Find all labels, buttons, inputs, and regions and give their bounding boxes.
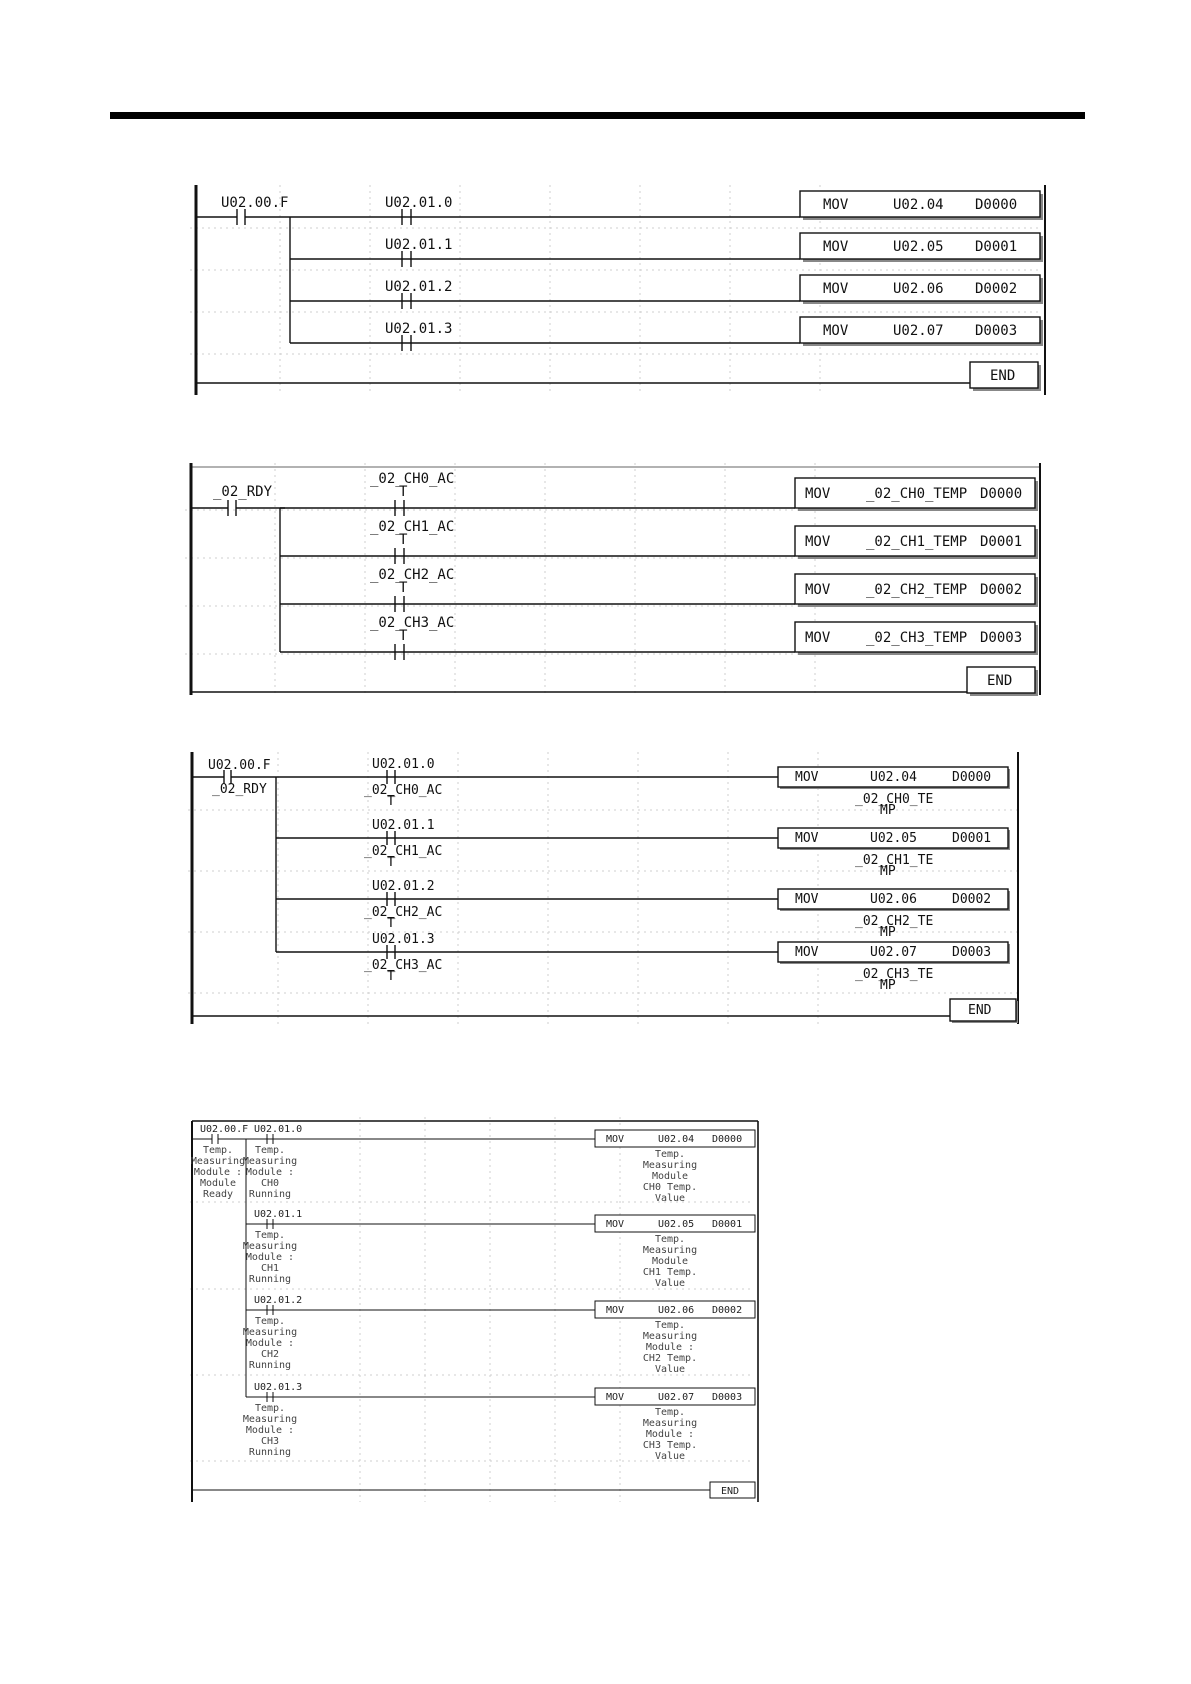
rung-3-contact-label: _02_CH2_AC bbox=[370, 567, 455, 583]
svg-text:U02.07: U02.07 bbox=[893, 323, 944, 339]
svg-text:Value: Value bbox=[654, 1193, 686, 1204]
rung-1-variable-label: _02_CH0_AC bbox=[364, 783, 443, 798]
svg-text:END: END bbox=[968, 1003, 992, 1018]
svg-text:D0003: D0003 bbox=[952, 945, 992, 960]
mov-instruction-4 bbox=[795, 622, 1038, 655]
rung-4-variable-label: _02_CH3_AC bbox=[364, 958, 443, 973]
svg-text:Module :: Module : bbox=[245, 1167, 295, 1178]
svg-text:D0002: D0002 bbox=[980, 582, 1023, 598]
svg-text:Module: Module bbox=[651, 1256, 689, 1267]
input-variable-label: _02_RDY bbox=[212, 782, 267, 797]
rung-3-variable-label: _02_CH2_AC bbox=[364, 905, 443, 920]
svg-text:Measuring: Measuring bbox=[242, 1241, 298, 1252]
svg-text:CH0 Temp.: CH0 Temp. bbox=[642, 1182, 698, 1193]
svg-text:D0001: D0001 bbox=[975, 239, 1018, 255]
svg-text:_02_CH2_TEMP: _02_CH2_TEMP bbox=[866, 582, 968, 598]
svg-text:D0000: D0000 bbox=[952, 770, 992, 785]
svg-text:Measuring: Measuring bbox=[242, 1156, 298, 1167]
svg-text:Running: Running bbox=[248, 1274, 292, 1285]
svg-text:D0002: D0002 bbox=[712, 1305, 743, 1316]
rung-4-variable-label-suffix: T bbox=[387, 969, 395, 984]
svg-text:Temp.: Temp. bbox=[254, 1403, 286, 1414]
svg-text:MOV: MOV bbox=[795, 770, 819, 785]
svg-text:Module: Module bbox=[199, 1178, 237, 1189]
svg-text:_02_CH1_TEMP: _02_CH1_TEMP bbox=[866, 534, 968, 550]
svg-text:Module :: Module : bbox=[245, 1425, 295, 1436]
svg-text:D0000: D0000 bbox=[980, 486, 1023, 502]
rung-2-variable-label: _02_CH1_AC bbox=[364, 844, 443, 859]
svg-text:Module :: Module : bbox=[245, 1338, 295, 1349]
svg-text:D0003: D0003 bbox=[975, 323, 1018, 339]
svg-text:U02.06: U02.06 bbox=[658, 1305, 695, 1316]
svg-text:MOV: MOV bbox=[805, 630, 831, 646]
rung-3-contact-label: U02.01.2 bbox=[385, 279, 453, 295]
svg-text:CH2 Temp.: CH2 Temp. bbox=[642, 1353, 698, 1364]
svg-text:MOV: MOV bbox=[805, 534, 831, 550]
svg-text:Temp.: Temp. bbox=[254, 1230, 286, 1241]
rung-3-contact-label: U02.01.2 bbox=[254, 1295, 303, 1306]
svg-text:CH3 Temp.: CH3 Temp. bbox=[642, 1440, 698, 1451]
mov-instruction-3 bbox=[795, 574, 1038, 607]
mov-instruction-3 bbox=[800, 275, 1043, 304]
end-instruction bbox=[967, 667, 1038, 696]
rung-3-contact-comment bbox=[243, 1316, 297, 1371]
input-contact-label: U02.00.F bbox=[200, 1124, 249, 1135]
svg-text:Measuring: Measuring bbox=[190, 1156, 246, 1167]
svg-text:Temp.: Temp. bbox=[254, 1145, 286, 1156]
svg-text:_02_CH2_TE: _02_CH2_TE bbox=[855, 914, 934, 929]
svg-text:Measuring: Measuring bbox=[242, 1327, 298, 1338]
svg-text:D0000: D0000 bbox=[975, 197, 1018, 213]
svg-text:Temp.: Temp. bbox=[654, 1234, 686, 1245]
svg-text:Measuring: Measuring bbox=[642, 1331, 698, 1342]
svg-text:U02.05: U02.05 bbox=[658, 1219, 695, 1230]
rung-1-contact-label: _02_CH0_AC bbox=[370, 471, 455, 487]
svg-text:D0001: D0001 bbox=[952, 831, 992, 846]
svg-text:Measuring: Measuring bbox=[642, 1418, 698, 1429]
mov-instruction-4 bbox=[595, 1388, 755, 1462]
ladder-diagram-1 bbox=[190, 185, 1060, 400]
rung-1-variable-label-suffix: T bbox=[387, 794, 395, 809]
rung-4-contact-label: U02.01.3 bbox=[254, 1382, 303, 1393]
rung-3-contact-label: U02.01.2 bbox=[372, 879, 435, 894]
svg-text:_02_CH0_TE: _02_CH0_TE bbox=[855, 792, 934, 807]
svg-text:CH1 Temp.: CH1 Temp. bbox=[642, 1267, 698, 1278]
ladder-diagram-2 bbox=[185, 463, 1055, 703]
svg-text:Running: Running bbox=[248, 1360, 292, 1371]
svg-text:END: END bbox=[721, 1486, 740, 1497]
svg-text:U02.07: U02.07 bbox=[870, 945, 917, 960]
svg-text:Temp.: Temp. bbox=[254, 1316, 286, 1327]
svg-text:U02.06: U02.06 bbox=[893, 281, 944, 297]
svg-text:MP: MP bbox=[880, 864, 896, 879]
svg-text:MOV: MOV bbox=[606, 1219, 625, 1230]
mov-instruction-1 bbox=[595, 1130, 755, 1204]
svg-text:MOV: MOV bbox=[795, 945, 819, 960]
mov-instruction-4 bbox=[778, 942, 1010, 993]
input-contact-label: U02.00.F bbox=[208, 758, 271, 773]
input-contact-label: U02.00.F bbox=[221, 195, 289, 211]
end-instruction bbox=[950, 999, 1018, 1023]
svg-text:Module :: Module : bbox=[645, 1342, 695, 1353]
mov-instruction-2 bbox=[595, 1215, 755, 1289]
mov-instruction-2 bbox=[795, 526, 1038, 559]
end-instruction bbox=[710, 1482, 755, 1498]
rung-2-contact-label: _02_CH1_AC bbox=[370, 519, 455, 535]
input-contact-comment bbox=[191, 1145, 245, 1200]
ladder-diagram-4 bbox=[190, 1117, 765, 1507]
svg-text:Value: Value bbox=[654, 1364, 686, 1375]
svg-text:CH1: CH1 bbox=[260, 1263, 280, 1274]
rung-1-contact-label: U02.01.0 bbox=[385, 195, 453, 211]
svg-text:U02.07: U02.07 bbox=[658, 1392, 695, 1403]
rung-2-contact-label: U02.01.1 bbox=[372, 818, 435, 833]
ladder-diagram-3 bbox=[188, 752, 1038, 1032]
page-header-rule bbox=[110, 112, 1085, 119]
rung-1-contact-label: U02.01.0 bbox=[372, 757, 435, 772]
rung-4-contact-label: _02_CH3_AC bbox=[370, 615, 455, 631]
svg-text:Ready: Ready bbox=[202, 1189, 234, 1200]
svg-text:MOV: MOV bbox=[795, 831, 819, 846]
svg-text:D0001: D0001 bbox=[980, 534, 1023, 550]
svg-text:Module: Module bbox=[651, 1171, 689, 1182]
svg-text:U02.06: U02.06 bbox=[870, 892, 917, 907]
svg-text:Module :: Module : bbox=[193, 1167, 243, 1178]
rung-1-contact-comment bbox=[243, 1145, 297, 1200]
input-contact-label: _02_RDY bbox=[213, 484, 273, 500]
rung-2-contact-label: U02.01.1 bbox=[254, 1209, 303, 1220]
rung-1-contact-label: U02.01.0 bbox=[254, 1124, 303, 1135]
svg-text:Measuring: Measuring bbox=[642, 1245, 698, 1256]
rung-4-contact-comment bbox=[243, 1403, 297, 1458]
svg-text:Temp.: Temp. bbox=[654, 1407, 686, 1418]
svg-text:MOV: MOV bbox=[795, 892, 819, 907]
end-instruction bbox=[970, 362, 1041, 391]
svg-text:U02.04: U02.04 bbox=[893, 197, 944, 213]
svg-text:D0000: D0000 bbox=[712, 1134, 743, 1145]
rung-4-contact-label-suffix: T bbox=[399, 628, 408, 644]
svg-text:MP: MP bbox=[880, 803, 896, 818]
rung-3-variable-label-suffix: T bbox=[387, 916, 395, 931]
svg-text:MOV: MOV bbox=[606, 1392, 625, 1403]
svg-text:MOV: MOV bbox=[606, 1305, 625, 1316]
svg-text:Measuring: Measuring bbox=[642, 1160, 698, 1171]
svg-text:MOV: MOV bbox=[823, 323, 849, 339]
svg-text:MP: MP bbox=[880, 925, 896, 940]
svg-text:CH3: CH3 bbox=[260, 1436, 280, 1447]
mov-instruction-4 bbox=[800, 317, 1043, 346]
mov-instruction-2 bbox=[800, 233, 1043, 262]
svg-text:CH0: CH0 bbox=[260, 1178, 280, 1189]
svg-text:U02.04: U02.04 bbox=[870, 770, 917, 785]
svg-text:U02.05: U02.05 bbox=[893, 239, 944, 255]
svg-text:_02_CH1_TE: _02_CH1_TE bbox=[855, 853, 934, 868]
svg-text:END: END bbox=[987, 673, 1013, 689]
svg-text:END: END bbox=[990, 368, 1016, 384]
rung-2-contact-label: U02.01.1 bbox=[385, 237, 453, 253]
mov-instruction-3 bbox=[595, 1301, 755, 1375]
svg-text:MOV: MOV bbox=[823, 281, 849, 297]
rung-4-contact-label: U02.01.3 bbox=[372, 932, 435, 947]
svg-text:Measuring: Measuring bbox=[242, 1414, 298, 1425]
svg-text:MOV: MOV bbox=[606, 1134, 625, 1145]
svg-text:Running: Running bbox=[248, 1447, 292, 1458]
rung-3-contact-label-suffix: T bbox=[399, 580, 408, 596]
svg-text:Temp.: Temp. bbox=[654, 1320, 686, 1331]
svg-text:_02_CH0_TEMP: _02_CH0_TEMP bbox=[866, 486, 968, 502]
svg-text:Running: Running bbox=[248, 1189, 292, 1200]
svg-text:Value: Value bbox=[654, 1278, 686, 1289]
svg-text:D0001: D0001 bbox=[712, 1219, 743, 1230]
svg-text:MOV: MOV bbox=[805, 486, 831, 502]
svg-text:Module :: Module : bbox=[645, 1429, 695, 1440]
svg-text:MP: MP bbox=[880, 978, 896, 993]
svg-text:Temp.: Temp. bbox=[202, 1145, 234, 1156]
svg-text:MOV: MOV bbox=[805, 582, 831, 598]
svg-text:D0002: D0002 bbox=[975, 281, 1018, 297]
svg-text:MOV: MOV bbox=[823, 239, 849, 255]
svg-text:U02.04: U02.04 bbox=[658, 1134, 695, 1145]
svg-text:U02.05: U02.05 bbox=[870, 831, 917, 846]
svg-text:_02_CH3_TE: _02_CH3_TE bbox=[855, 967, 934, 982]
rung-1-contact-label-suffix: T bbox=[399, 484, 408, 500]
rung-2-variable-label-suffix: T bbox=[387, 855, 395, 870]
rung-2-contact-comment bbox=[243, 1230, 297, 1285]
svg-text:CH2: CH2 bbox=[260, 1349, 280, 1360]
rung-2-contact-label-suffix: T bbox=[399, 532, 408, 548]
svg-text:Temp.: Temp. bbox=[654, 1149, 686, 1160]
svg-text:D0002: D0002 bbox=[952, 892, 992, 907]
rung-4-contact-label: U02.01.3 bbox=[385, 321, 453, 337]
svg-text:D0003: D0003 bbox=[712, 1392, 743, 1403]
mov-instruction-1 bbox=[795, 478, 1038, 511]
svg-text:_02_CH3_TEMP: _02_CH3_TEMP bbox=[866, 630, 968, 646]
svg-text:Value: Value bbox=[654, 1451, 686, 1462]
mov-instruction-1 bbox=[800, 191, 1043, 220]
svg-text:Module :: Module : bbox=[245, 1252, 295, 1263]
svg-text:D0003: D0003 bbox=[980, 630, 1023, 646]
svg-text:MOV: MOV bbox=[823, 197, 849, 213]
